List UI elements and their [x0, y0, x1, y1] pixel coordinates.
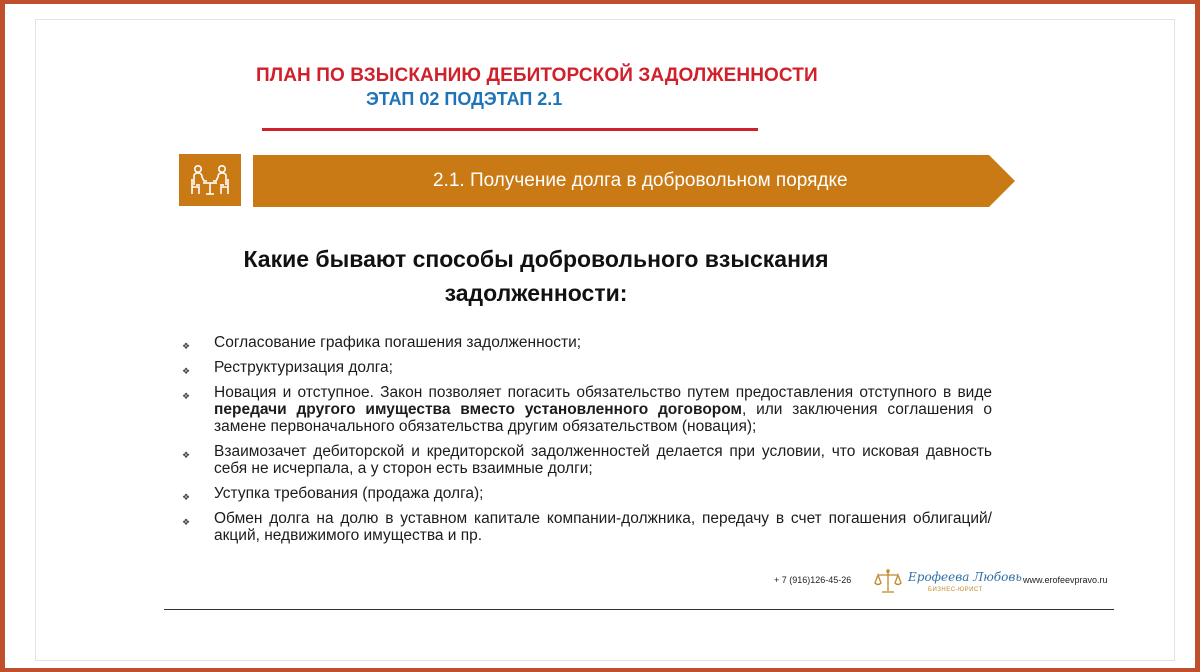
heading-line-2: задолженности: — [444, 280, 628, 306]
section-banner — [253, 155, 1015, 207]
company-logo — [874, 568, 1022, 598]
heading-line-1: Какие бывают способы добровольного взыскания — [243, 246, 829, 272]
list-item: ❖ Согласование графика погашения задолженности; — [182, 334, 992, 351]
bullet-icon: ❖ — [182, 341, 191, 351]
footer-phone: + 7 (916)126-45-26 — [774, 575, 852, 585]
bullet-icon: ❖ — [182, 366, 191, 376]
list-item: ❖ Новация и отступное. Закон позволяет погасить обязательство путем предоставления отступного в виде передачи другого имущества вместо установленного договором, или заключения соглашения о замене первоначального обязательства другим обязательством (новация); — [182, 384, 992, 435]
logo-name: Ерофеева Любовь — [908, 570, 1022, 584]
meeting-icon — [179, 154, 241, 206]
bullet-icon: ❖ — [182, 391, 191, 401]
list-item: ❖ Обмен долга на долю в уставном капитале компании-должника, передачу в счет погашения облигаций/ акций, недвижимого имущества и пр. — [182, 510, 992, 544]
scales-icon — [874, 568, 902, 596]
emphasis-text: передачи другого имущества вместо установленного договором — [214, 401, 742, 418]
list-item: ❖ Реструктуризация долга; — [182, 359, 992, 376]
slide-subtitle: ЭТАП 02 ПОДЭТАП 2.1 — [366, 89, 563, 109]
footer-website[interactable]: www.erofeevpravo.ru — [1023, 575, 1108, 585]
methods-list — [182, 334, 992, 552]
section-heading — [216, 242, 856, 310]
list-item: ❖ Взаимозачет дебиторской и кредиторской задолженностей делается при условии, что исковая давность себя не исчерпала, а у сторон есть взаимные долги; — [182, 443, 992, 477]
slide-frame — [5, 4, 1195, 668]
slide — [35, 19, 1175, 661]
footer-divider — [164, 609, 1114, 610]
bullet-icon: ❖ — [182, 450, 191, 460]
slide-title: ПЛАН ПО ВЗЫСКАНИЮ ДЕБИТОРСКОЙ ЗАДОЛЖЕННОСТИ — [256, 65, 818, 86]
bullet-icon: ❖ — [182, 492, 191, 502]
banner-text: 2.1. Получение долга в добровольном порядке — [433, 170, 848, 191]
bullet-icon: ❖ — [182, 517, 191, 527]
list-item: ❖ Уступка требования (продажа долга); — [182, 485, 992, 502]
logo-tagline: БИЗНЕС-ЮРИСТ — [928, 587, 983, 593]
title-underline — [262, 128, 758, 131]
